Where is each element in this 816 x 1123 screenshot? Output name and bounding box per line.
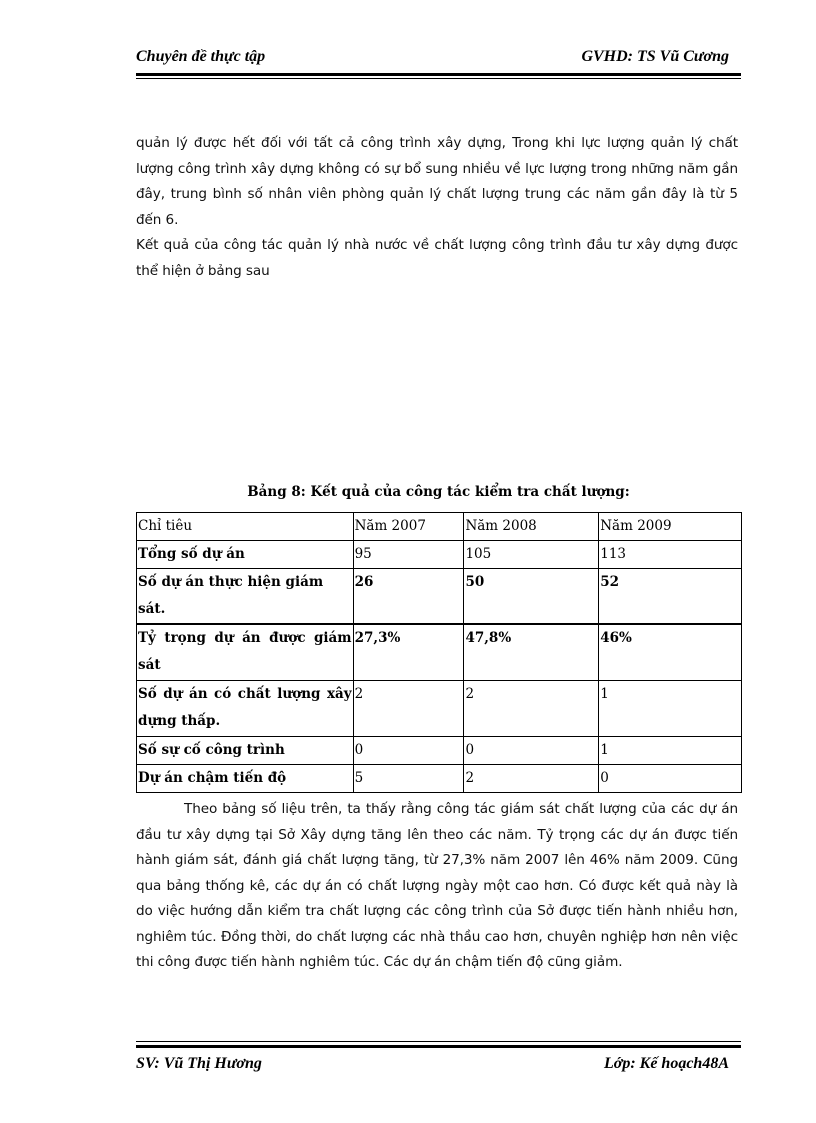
table-row bbox=[137, 765, 742, 793]
page-header bbox=[136, 48, 741, 72]
table-row bbox=[137, 541, 742, 569]
table-header-cell: Năm 2007 bbox=[353, 513, 464, 541]
table-cell-label: Tổng số dự án bbox=[137, 541, 354, 569]
page-footer bbox=[136, 1055, 741, 1079]
table-cell: 95 bbox=[353, 541, 464, 569]
table-cell: 0 bbox=[353, 737, 464, 765]
header-supervisor: GVHD: TS Vũ Cương bbox=[581, 48, 729, 65]
table-cell-label: Số dự án có chất lượng xây dựng thấp. bbox=[137, 681, 354, 737]
table-caption: Bảng 8: Kết quả của công tác kiểm tra chất lượng: bbox=[247, 484, 630, 500]
table-cell: 1 bbox=[599, 681, 742, 737]
table-cell: 2 bbox=[464, 765, 599, 793]
table-cell: 5 bbox=[353, 765, 464, 793]
table-cell: 0 bbox=[599, 765, 742, 793]
table-cell-label: Dự án chậm tiến độ bbox=[137, 765, 354, 793]
table-cell: 2 bbox=[353, 681, 464, 737]
table-header-cell: Năm 2009 bbox=[599, 513, 742, 541]
table-cell-label: Số dự án thực hiện giám sát. bbox=[137, 569, 354, 625]
table-cell: 0 bbox=[464, 737, 599, 765]
table-cell: 50 bbox=[464, 569, 599, 625]
header-title: Chuyên đề thực tập bbox=[136, 48, 266, 65]
analysis-paragraph: Theo bảng số liệu trên, ta thấy rằng công tác giám sát chất lượng của các dự án đầu tư xây dựng tại Sở Xây dựng tăng lên theo các năm. Tỷ trọng các dự án được tiến hành giám sát, đánh giá chất lượng tăng, từ 27,3% năm 2007 lên 46% năm 2009. Cũng qua bảng thống kê, các dự án có chất lượng ngày một cao hơn. Có được kết quả này là do việc hướng dẫn kiểm tra chất lượng các công trình của Sở được tiến hành nhiều hơn, nghiêm túc. Đồng thời, do chất lượng các nhà thầu cao hơn, chuyên nghiệp hơn nên việc thi công được tiến hành nghiêm túc. Các dự án chậm tiến độ cũng giảm. bbox=[136, 801, 738, 970]
header-rule-thin bbox=[136, 78, 741, 79]
table-cell: 26 bbox=[353, 569, 464, 625]
table-row bbox=[137, 569, 742, 625]
table-cell: 105 bbox=[464, 541, 599, 569]
table-cell: 46% bbox=[599, 624, 742, 681]
table-row bbox=[137, 681, 742, 737]
table-cell: 1 bbox=[599, 737, 742, 765]
header-rule-thick bbox=[136, 73, 741, 76]
intro-paragraph-1: quản lý được hết đối với tất cả công trình xây dựng, Trong khi lực lượng quản lý chất lượng công trình xây dựng không có sự bổ sung nhiều về lực lượng trong những năm gần đây, trung bình số nhân viên phòng quản lý chất lượng trung các năm gần đây là từ 5 đến 6. bbox=[136, 135, 738, 228]
quality-inspection-table bbox=[136, 512, 742, 793]
footer-class: Lớp: Kế hoạch48A bbox=[603, 1055, 729, 1072]
table-cell: 2 bbox=[464, 681, 599, 737]
table-cell: 27,3% bbox=[353, 624, 464, 681]
footer-rule-thick bbox=[136, 1045, 741, 1048]
table-row bbox=[137, 624, 742, 681]
table-cell: 113 bbox=[599, 541, 742, 569]
table-cell-label: Số sự cố công trình bbox=[137, 737, 354, 765]
table-header-cell: Chỉ tiêu bbox=[137, 513, 354, 541]
intro-paragraph-2: Kết quả của công tác quản lý nhà nước về chất lượng công trình đầu tư xây dựng được thể hiện ở bảng sau bbox=[136, 237, 738, 279]
table-header-row bbox=[137, 513, 742, 541]
table-cell: 52 bbox=[599, 569, 742, 625]
table-cell-label: Tỷ trọng dự án được giám sát bbox=[137, 624, 354, 681]
footer-rule-thin bbox=[136, 1041, 741, 1042]
table-cell: 47,8% bbox=[464, 624, 599, 681]
table-row bbox=[137, 737, 742, 765]
table-header-cell: Năm 2008 bbox=[464, 513, 599, 541]
footer-student: SV: Vũ Thị Hương bbox=[136, 1055, 262, 1072]
